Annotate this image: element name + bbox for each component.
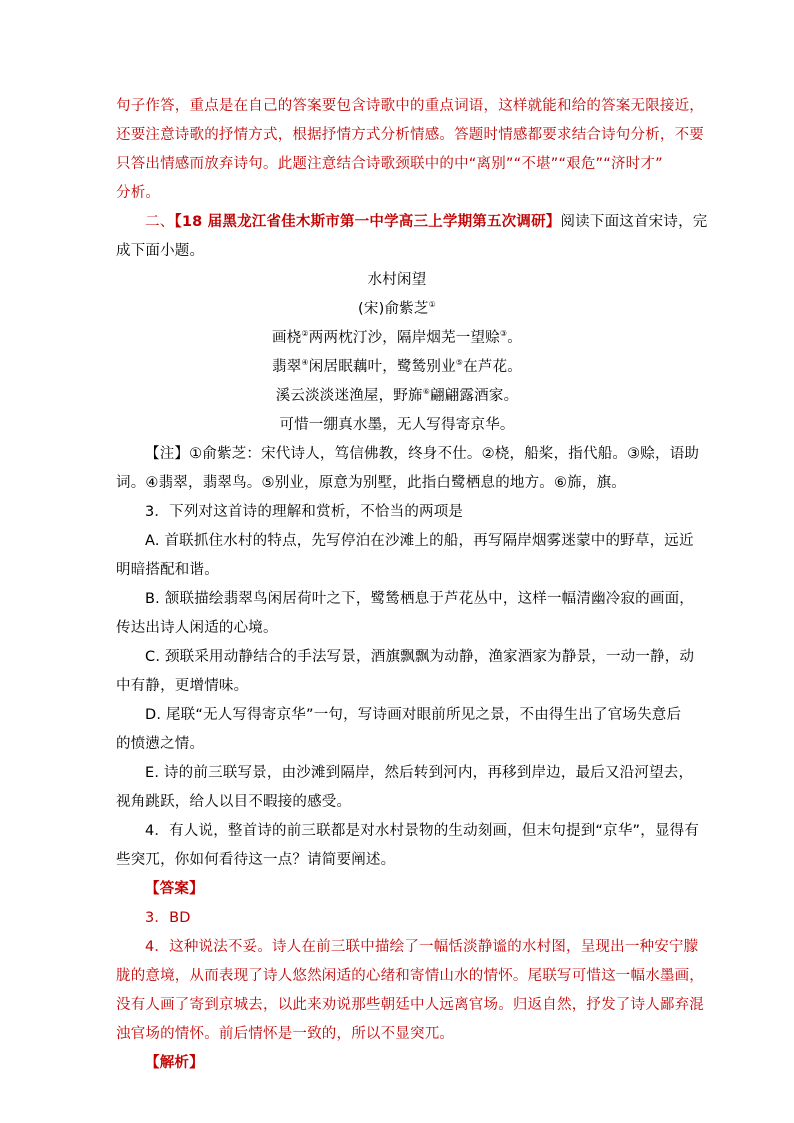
intro-line-4: 分析。	[116, 185, 161, 201]
option-e-cont: 视角跳跃，给人以目不暇接的感受。	[116, 794, 352, 810]
poem-title: 水村闲望	[367, 272, 427, 288]
section-source: 【18 届黑龙江省佳木斯市第一中学高三上学期第五次调研】	[174, 214, 561, 230]
intro-line-2: 还要注意诗歌的抒情方式，根据抒情方式分析情感。答题时情感都要求结合诗句分析，不要	[116, 127, 704, 143]
question-4-cont: 些突兀，你如何看待这一点？请简要阐述。	[116, 852, 396, 868]
poem-line-1: 画桡②两两枕汀沙，隔岸烟芜一望赊③。	[272, 329, 522, 346]
option-a: A. 首联抓住水村的特点，先写停泊在沙滩上的船，再写隔岸烟雾迷蒙中的野草，远近	[145, 533, 694, 549]
option-c: C. 颈联采用动静结合的手法写景，酒旗飘飘为动静，渔家酒家为静景，一动一静，动	[145, 649, 695, 665]
option-a-cont: 明暗搭配和谐。	[116, 562, 219, 578]
option-b: B. 颔联描绘翡翠鸟闲居荷叶之下，鹭鸶栖息于芦花丛中，这样一幅清幽冷寂的画面，	[145, 591, 694, 607]
option-d: D. 尾联“无人写得寄京华”一句，写诗画对眼前所见之景，不由得生出了官场失意后	[145, 707, 682, 723]
note-marker: ①	[428, 300, 436, 310]
section-prefix: 二、	[145, 214, 175, 230]
answer-4-line-2: 胧的意境，从而表现了诗人悠然闲适的心绪和寄情山水的情怀。尾联写可惜这一幅水墨画，	[116, 968, 704, 984]
notes-line-1: 【注】①俞紫芝：宋代诗人，笃信佛教，终身不仕。②桡，船桨，指代船。③赊，语助	[145, 446, 700, 462]
section-instruction: 阅读下面这首宋诗，完	[560, 214, 708, 230]
question-4: 4．有人说，整首诗的前三联都是对水村景物的生动刻画，但末句提到“京华”，显得有	[145, 823, 700, 839]
question-3-stem: 3．下列对这首诗的理解和赏析，不恰当的两项是	[145, 504, 464, 520]
answer-4-line-4: 浊官场的情怀。前后情怀是一致的，所以不显突兀。	[116, 1026, 455, 1042]
document-page	[116, 92, 708, 1078]
answer-4-line-3: 没有人画了寄到京城去，以此来劝说那些朝廷中人远离官场。归返自然，抒发了诗人鄙弃混	[116, 997, 704, 1013]
poem-line-4: 可惜一绷真水墨，无人写得寄京华。	[279, 417, 515, 433]
poem-line-2: 翡翠④闲居眠藕叶，鹭鸶别业⑤在芦花。	[272, 358, 522, 375]
answer-4-line-1: 4．这种说法不妥。诗人在前三联中描绘了一幅恬淡静谧的水村图，呈现出一种安宁朦	[145, 939, 699, 955]
answer-heading: 【答案】	[145, 881, 204, 897]
analysis-heading: 【解析】	[145, 1055, 204, 1071]
notes-line-2: 词。④翡翠，翡翠鸟。⑤别业，原意为别墅，此指白鹭栖息的地方。⑥旆，旗。	[116, 475, 626, 491]
option-b-cont: 传达出诗人闲适的心境。	[116, 620, 278, 636]
option-c-cont: 中有静，更增情味。	[116, 678, 249, 694]
section-heading	[116, 208, 708, 237]
section-instruction-cont: 成下面小题。	[116, 243, 205, 259]
intro-line-3: 只答出情感而放弃诗句。此题注意结合诗歌颈联中的中“离别”“不堪”“艰危”“济时才”	[116, 156, 663, 172]
answer-3: 3．BD	[145, 910, 191, 926]
intro-line-1: 句子作答，重点是在自己的答案要包含诗歌中的重点词语，这样就能和给的答案无限接近，	[116, 98, 704, 114]
option-e: E. 诗的前三联写景，由沙滩到隔岸，然后转到河内，再移到岸边，最后又沿河望去，	[145, 765, 694, 781]
poem-line-3: 溪云淡淡迷渔屋，野旆⑥翩翩露酒家。	[275, 387, 519, 404]
poem-author: (宋)俞紫芝①	[358, 300, 436, 317]
option-d-cont: 的愤懑之情。	[116, 736, 205, 752]
